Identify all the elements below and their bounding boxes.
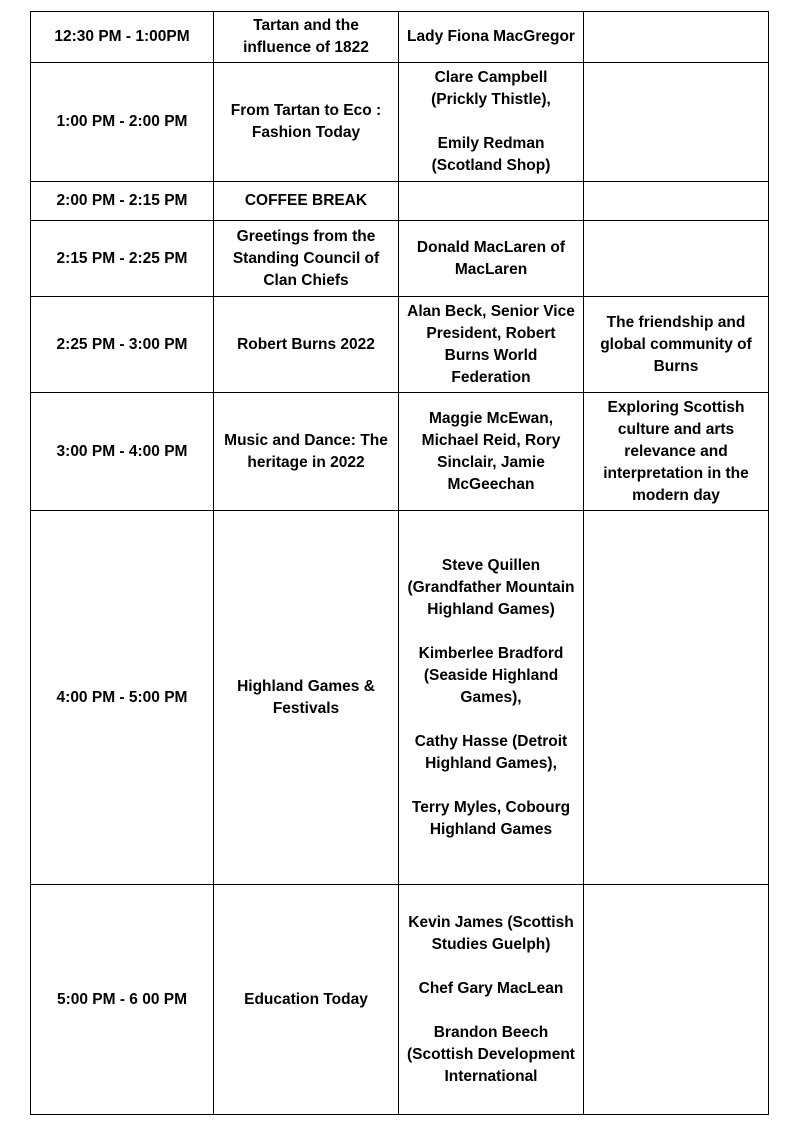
speakers-cell bbox=[399, 511, 584, 885]
speaker: Maggie McEwan, Michael Reid, Rory Sinclair, Jamie McGeechan bbox=[421, 409, 561, 493]
time-cell: 4:00 PM - 5:00 PM bbox=[31, 511, 214, 885]
table-row bbox=[31, 63, 769, 182]
speakers-cell bbox=[399, 297, 584, 393]
session-cell: Tartan and the influence of 1822 bbox=[214, 12, 399, 63]
table-row bbox=[31, 182, 769, 221]
session-cell: Education Today bbox=[214, 885, 399, 1115]
table-row bbox=[31, 393, 769, 511]
notes-cell: The friendship and global community of Burns bbox=[584, 297, 769, 393]
speaker: Emily Redman (Scotland Shop) bbox=[431, 135, 551, 174]
schedule-table bbox=[30, 11, 769, 1115]
table-row bbox=[31, 12, 769, 63]
time-cell: 1:00 PM - 2:00 PM bbox=[31, 63, 214, 182]
speaker: Donald MacLaren of MacLaren bbox=[416, 238, 566, 278]
time-cell: 2:25 PM - 3:00 PM bbox=[31, 297, 214, 393]
speakers-cell bbox=[399, 182, 584, 221]
time-cell: 12:30 PM - 1:00PM bbox=[31, 12, 214, 63]
speaker: Kevin James (Scottish Studies Guelph) bbox=[408, 913, 574, 953]
notes-cell bbox=[584, 182, 769, 221]
speaker: Clare Campbell (Prickly Thistle), bbox=[431, 69, 551, 108]
speaker: Cathy Hasse (Detroit Highland Games), bbox=[414, 732, 568, 772]
time-cell: 2:00 PM - 2:15 PM bbox=[31, 182, 214, 221]
notes-cell: Exploring Scottish culture and arts relevance and interpretation in the modern day bbox=[584, 393, 769, 511]
speakers-cell bbox=[399, 63, 584, 182]
notes-cell bbox=[584, 511, 769, 885]
session-cell: Robert Burns 2022 bbox=[214, 297, 399, 393]
session-cell: Highland Games & Festivals bbox=[214, 511, 399, 885]
speaker: Kimberlee Bradford (Seaside Highland Games), bbox=[418, 644, 564, 706]
speakers-cell bbox=[399, 221, 584, 297]
time-cell: 5:00 PM - 6 00 PM bbox=[31, 885, 214, 1115]
speaker: Chef Gary MacLean bbox=[418, 979, 564, 997]
table-row bbox=[31, 297, 769, 393]
speakers-cell bbox=[399, 885, 584, 1115]
speaker: Brandon Beech (Scottish Development International bbox=[407, 1023, 575, 1085]
session-cell: Music and Dance: The heritage in 2022 bbox=[214, 393, 399, 511]
speaker: Steve Quillen (Grandfather Mountain Highland Games) bbox=[407, 556, 575, 618]
speaker: Lady Fiona MacGregor bbox=[407, 28, 575, 45]
time-cell: 3:00 PM - 4:00 PM bbox=[31, 393, 214, 511]
table-row bbox=[31, 511, 769, 885]
session-cell: From Tartan to Eco : Fashion Today bbox=[214, 63, 399, 182]
speakers-cell bbox=[399, 12, 584, 63]
table-row bbox=[31, 221, 769, 297]
time-cell: 2:15 PM - 2:25 PM bbox=[31, 221, 214, 297]
table-row bbox=[31, 885, 769, 1115]
speaker: Terry Myles, Cobourg Highland Games bbox=[411, 798, 571, 838]
notes-cell bbox=[584, 12, 769, 63]
session-cell: COFFEE BREAK bbox=[214, 182, 399, 221]
speakers-cell bbox=[399, 393, 584, 511]
session-cell: Greetings from the Standing Council of Clan Chiefs bbox=[214, 221, 399, 297]
speaker: Alan Beck, Senior Vice President, Robert Burns World Federation bbox=[407, 302, 575, 386]
notes-cell bbox=[584, 221, 769, 297]
notes-cell bbox=[584, 63, 769, 182]
notes-cell bbox=[584, 885, 769, 1115]
